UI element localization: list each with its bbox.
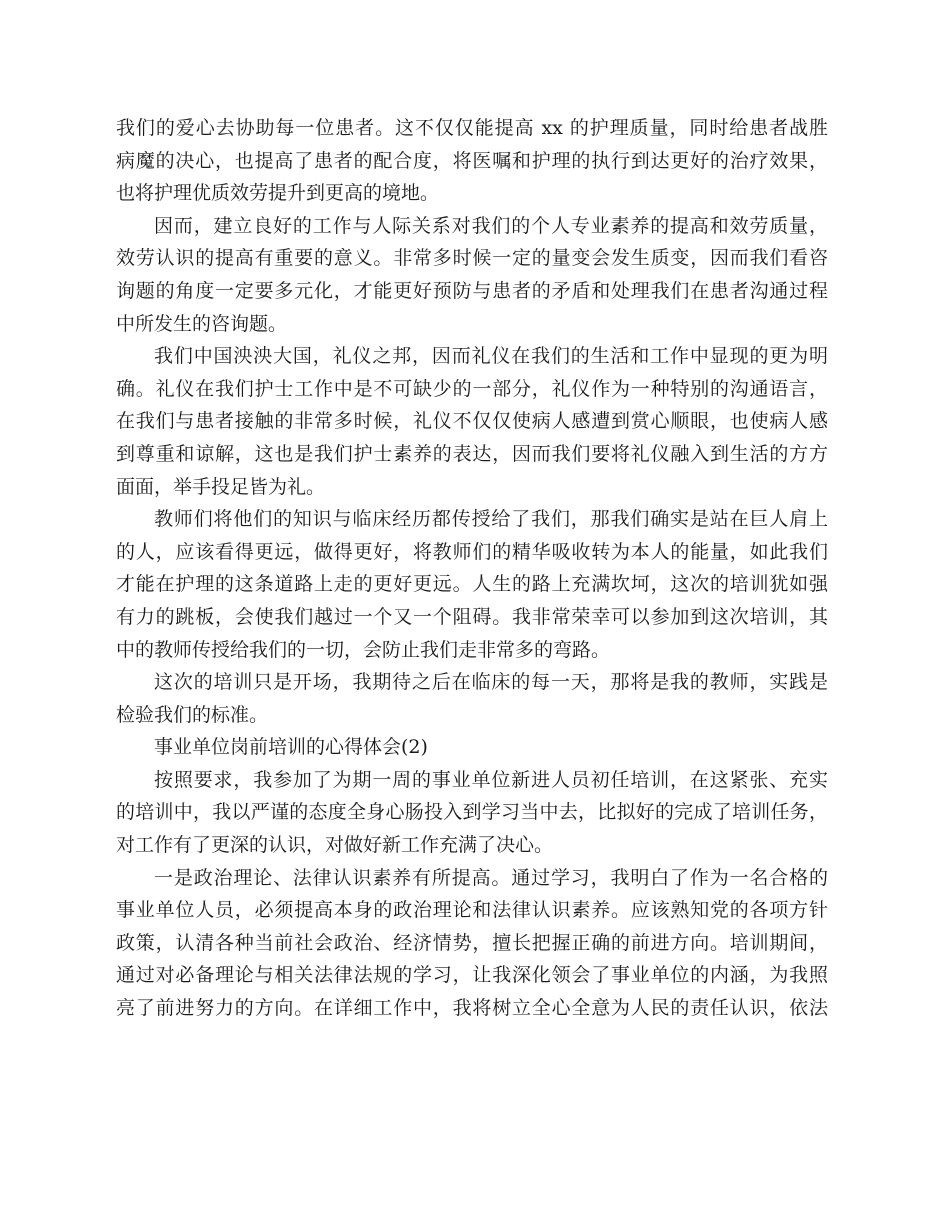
paragraph	[116, 340, 828, 503]
text-line: 的人，应该看得更远，做得更好，将教师们的精华吸收转为本人的能量，如此我们	[116, 540, 828, 563]
text-line: 教师们将他们的知识与临床经历都传授给了我们，那我们确实是站在巨人肩上	[154, 508, 828, 531]
paragraph	[116, 112, 828, 210]
paragraph	[116, 862, 828, 1025]
text-line: 病魔的决心，也提高了患者的配合度，将医嘱和护理的执行到达更好的治疗效果，	[116, 149, 828, 172]
text-line: 通过对必备理论与相关法律法规的学习，让我深化领会了事业单位的内涵，为我照	[116, 964, 828, 987]
paragraph	[116, 764, 828, 862]
text-line: 按照要求，我参加了为期一周的事业单位新进人员初任培训，在这紧张、充实	[154, 768, 828, 791]
text-line: 我们的爱心去协助每一位患者。这不仅仅能提高 xx 的护理质量，同时给患者战胜	[116, 117, 828, 139]
paragraph	[116, 731, 828, 764]
text-line: 的培训中，我以严谨的态度全身心肠投入到学习当中去，比拟好的完成了培训任务，	[116, 801, 828, 824]
text-line: 这次的培训只是开场，我期待之后在临床的每一天，那将是我的教师，实践是	[154, 671, 828, 694]
paragraph	[116, 210, 828, 340]
text-line: 亮了前进努力的方向。在详细工作中，我将树立全心全意为人民的责任认识，依法	[116, 997, 828, 1020]
text-line: 才能在护理的这条道路上走的更好更远。人生的路上充满坎坷，这次的培训犹如强	[116, 573, 828, 596]
text-line: 询题的角度一定要多元化，才能更好预防与患者的矛盾和处理我们在患者沟通过程	[116, 279, 828, 302]
text-line: 也将护理优质效劳提升到更高的境地。	[116, 182, 440, 205]
text-line: 一是政治理论、法律认识素养有所提高。通过学习，我明白了作为一名合格的	[154, 866, 828, 889]
text-line: 效劳认识的提高有重要的意义。非常多时候一定的量变会发生质变，因而我们看咨	[116, 247, 828, 270]
text-line: 到尊重和谅解，这也是我们护士素养的表达，因而我们要将礼仪融入到生活的方方	[116, 442, 828, 465]
paragraph	[116, 503, 828, 666]
text-line: 在我们与患者接触的非常多时候，礼仪不仅仅使病人感遭到赏心顺眼，也使病人感	[116, 410, 828, 433]
text-line: 检验我们的标准。	[116, 703, 269, 726]
text-line: 对工作有了更深的认识，对做好新工作充满了决心。	[116, 834, 554, 857]
text-line: 事业单位人员，必须提高本身的政治理论和法律认识素养。应该熟知党的各项方针	[116, 899, 828, 922]
text-line: 因而，建立良好的工作与人际关系对我们的个人专业素养的提高和效劳质量，	[154, 214, 828, 237]
text-line: 事业单位岗前培训的心得体会(2)	[154, 736, 428, 759]
text-line: 中所发生的咨询题。	[116, 312, 288, 335]
document-body	[116, 112, 828, 1025]
text-line: 有力的跳板，会使我们越过一个又一个阻碍。我非常荣幸可以参加到这次培训，其	[116, 605, 828, 628]
text-line: 我们中国泱泱大国，礼仪之邦，因而礼仪在我们的生活和工作中显现的更为明	[154, 345, 828, 368]
text-line: 面面，举手投足皆为礼。	[116, 475, 326, 498]
paragraph	[116, 666, 828, 731]
text-line: 确。礼仪在我们护士工作中是不可缺少的一部分，礼仪作为一种特别的沟通语言，	[116, 377, 828, 400]
text-line: 中的教师传授给我们的一切，会防止我们走非常多的弯路。	[116, 638, 611, 661]
text-line: 政策，认清各种当前社会政治、经济情势，擅长把握正确的前进方向。培训期间，	[116, 931, 828, 954]
